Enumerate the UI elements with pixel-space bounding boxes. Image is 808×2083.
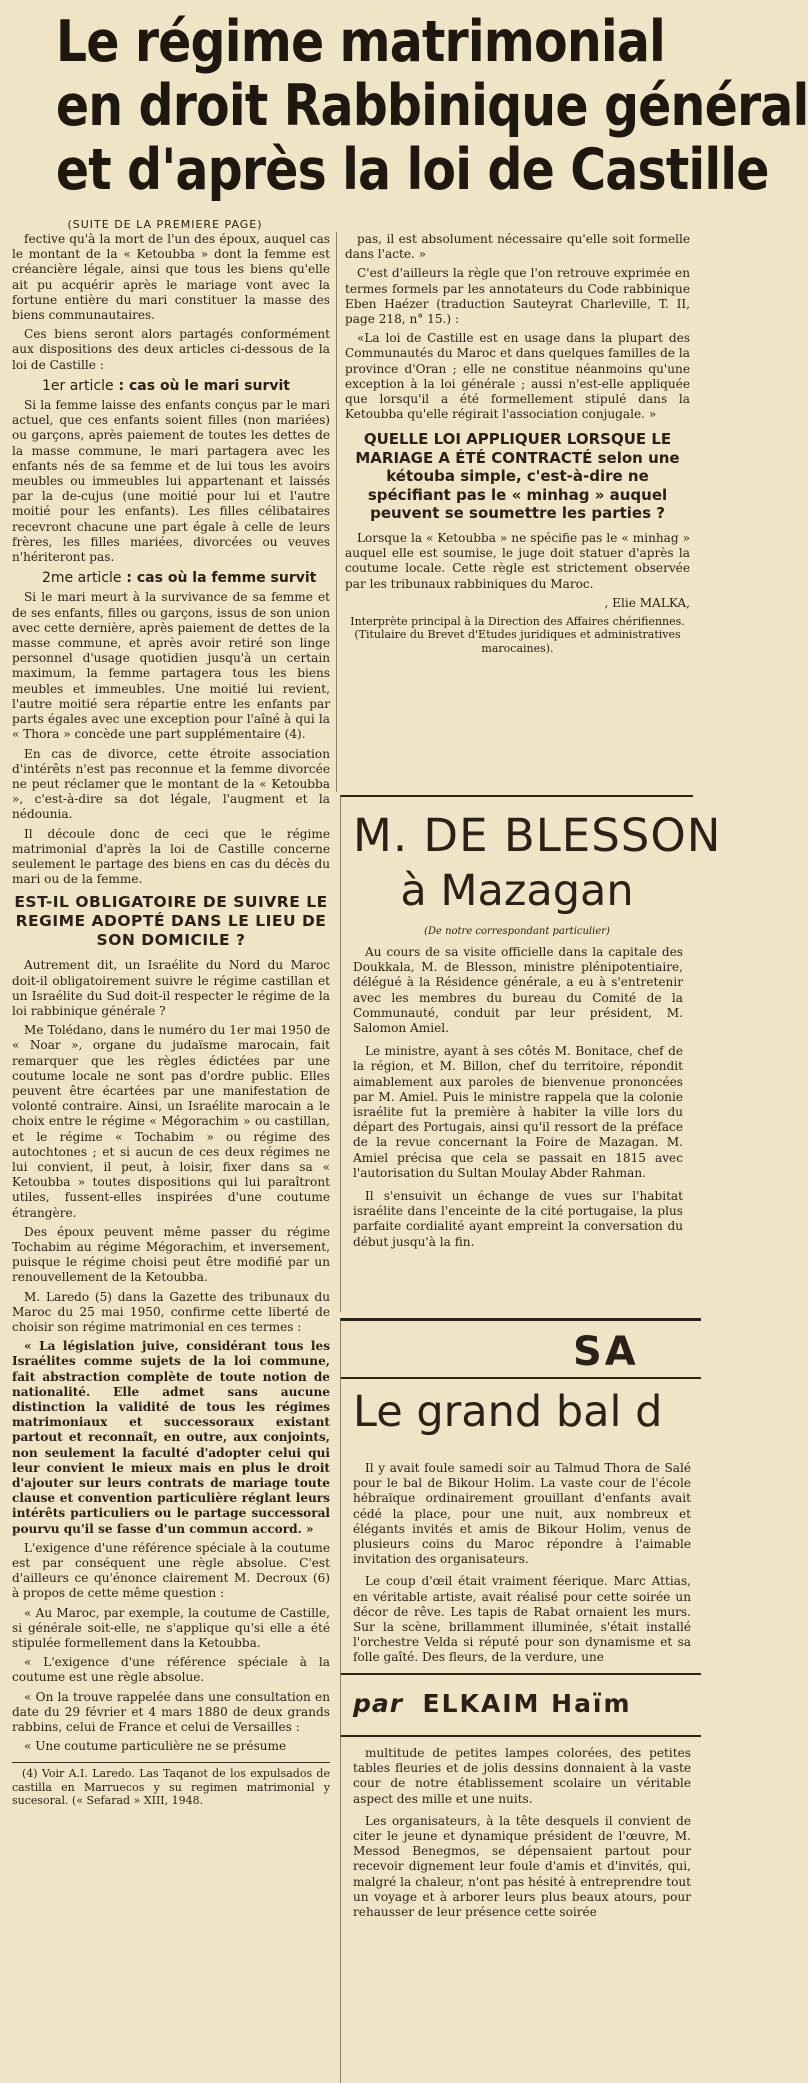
paragraph: Si le mari meurt à la survivance de sa femme et de ses enfants, filles ou garçons, issus de son union avec cette dernière, après paiement de dettes de la masse commune, et après avoir retiré son linge personnel d'usage quotidien jusqu'à un certain maximum, la femme partagera tous les biens meubles et immeubles. Une moitié lui revient, l'autre moitié sera répartie entre les enfants par parts égales avec une exception pour l'aîné à qui la « Thora » concède une part supplémentaire (4). (12, 590, 330, 742)
left-column (12, 232, 330, 1812)
article-2-number: 2me article (42, 570, 122, 587)
byline (353, 1689, 632, 1718)
quote-paragraph: « Une coutume particulière ne se présume (24, 1739, 287, 1754)
paragraph: Autrement dit, un Israélite du Nord du Maroc doit-il obligatoirement suivre le régime castillan et un Israélite du Sud doit-il respecter le régime de la loi rabbinique générale ? (12, 958, 330, 1018)
sale-header-word: SA (573, 1329, 639, 1375)
paragraph: Il y avait foule samedi soir au Talmud Thora de Salé pour le bal de Bikour Holim. La vaste cour de l'école hébraïque ordinairement grouillant d'enfants avait cédé la place, pour une nuit, aux nombreux et élégants invités et amis de Bikour Holim, venus de plusieurs coins du Maroc répondre à l'aimable invitation des organisateurs. (353, 1461, 691, 1567)
paragraph: Le ministre, ayant à ses côtés M. Bonitace, chef de la région, et M. Billon, chef du territoire, répondit aimablement aux paroles de bienvenue prononcées par M. Amiel. Puis le ministre rappela que la colonie israélite fut la première à habiter la ville lors du départ des Portugais, ainsi qu'il ressort de la préface de la revue concernant la Foire de Mazagan. M. Amiel précisa que cela se passait en 1815 avec l'autorisation du Sultan Moulay Abder Rahman. (353, 1044, 683, 1180)
article-title: M. DE BLESSON (353, 809, 722, 862)
section-subheading: EST-IL OBLIGATOIRE DE SUIVRE LE REGIME ADOPTÉ DANS LE LIEU DE SON DOMICILE ? (14, 893, 328, 950)
quote-paragraph: « On la trouve rappelée dans une consultation en date du 29 février et 4 mars 1880 de deux grands rabbins, celui de France et celui de Versailles : (12, 1689, 330, 1735)
paragraph: Me Tolédano, dans le numéro du 1er mai 1950 de « Noar », organe du judaïsme marocain, fait remarquer que les règles édictées par une coutume locale ne sont pas d'ordre public. Elles peuvent être écartées par une manifestation de volonté contraire. Ainsi, un Israélite marocain a le choix entre le régime « Mégorachim » ou castillan, et le régime « Tochabim » ou régime des autochtones ; et si aucun de ces deux régimes ne lui convient, il peut, à loisir, fixer dans sa « Ketoubba » toutes dispositions qui lui paraîtront utiles, fussent-elles inspirées d'une coutume étrangère. (12, 1023, 330, 1220)
article-body (353, 945, 683, 1258)
paragraph: C'est d'ailleurs la règle que l'on retrouve exprimée en termes formels par les annotateurs du Code rabbinique Eben Haézer (traduction Sauteyrat Charleville, T. II, page 218, n° 15.) : (345, 266, 690, 327)
paragraph: Au cours de sa visite officielle dans la capitale des Doukkala, M. de Blesson, ministre plénipotentiaire, délégué à la Résidence générale, a eu à s'entretenir avec les membres du bureau du Comité de la Communauté, conduit par leur président, M. Salomon Amiel. (353, 945, 683, 1036)
blesson-article (340, 795, 722, 1312)
column-divider (336, 232, 337, 792)
paragraph: En cas de divorce, cette étroite association d'intérêts n'est pas reconnue et la femme divorcée ne peut réclamer que le montant de la « Ketoubba », c'est-à-dire sa dot légale, l'augment et la nédounia. (12, 746, 330, 822)
article-body (353, 1461, 691, 1673)
correspondent-note: (De notre correspondant particulier) (424, 926, 610, 937)
article-subtitle: à Mazagan (400, 866, 634, 916)
paragraph: pas, il est absolument nécessaire qu'elle soit formelle dans l'acte. » (345, 232, 690, 262)
paragraph: multitude de petites lampes colorées, des petites tables fleuries et de jolis dessins donnaient à la vaste cour de notre établissement scolaire un véritable aspect des mille et une nuits. (353, 1746, 691, 1806)
article-2-heading (42, 571, 330, 586)
paragraph: M. Laredo (5) dans la Gazette des tribunaux du Maroc du 25 mai 1950, confirme cette liberté de choisir son régime matrimonial en ces termes : (12, 1289, 330, 1334)
section-subheading: QUELLE LOI APPLIQUER LORSQUE LE MARIAGE A ÉTÉ CONTRACTÉ selon une kétouba simple, c'est-à-dire ne spécifiant pas le « minhag » auquel peuvent se soumettre les parties ? (355, 430, 680, 523)
paragraph: Le coup d'œil était vraiment féerique. Marc Attias, en véritable artiste, avait réalisé pour cette soirée un décor de rêve. Les tapis de Rabat ornaient les murs. Sur la scène, brillamment illuminée, s'était installé l'orchestre Velda si réputé pour son dynamisme et sa folle gaîté. Des fleurs, de la verdure, une (353, 1574, 691, 1665)
paragraph: fective qu'à la mort de l'un des époux, auquel cas le montant de la « Ketoubba » dont la femme est créancière légale, ainsi que tous les biens qu'elle ait pu acquérir après le mariage vont avec la fortune entière du mari constituer la masse des biens communautaires. (12, 232, 330, 323)
headline-line-1: Le régime matrimonial (55, 9, 665, 75)
footnote-text: (4) Voir A.I. Laredo. Las Taqanot de los expulsados de castilla en Marruecos y su regimen matrimonial y sucesoral. (« Sefarad » XIII, 1948. (12, 1767, 330, 1808)
article-1-title: : cas où le mari survit (118, 377, 291, 394)
headline-line-3: et d'après la loi de Castille (55, 137, 769, 203)
middle-column (345, 232, 690, 659)
article-1-heading (42, 379, 330, 394)
sale-header-band (341, 1321, 701, 1379)
suite-label: (SUITE DE LA PREMIERE PAGE) (67, 218, 263, 231)
author-signature: , Elie MALKA, (604, 595, 690, 610)
footnote (12, 1762, 330, 1808)
sale-article (340, 1318, 701, 2083)
quote-paragraph: « La législation juive, considérant tous les Israélites comme sujets de la loi commune, fait abstraction complète de toute notion de nationalité. Elle admet sans aucune distinction la validité de tous les régimes matrimoniaux et successoraux existant partout et reconnaît, en outre, aux conjoints, non seulement la faculté d'adopter celui qui leur convient le mieux mais en plus le droit d'ajouter sur leurs contrats de mariage toute clause et convention particulière réglant leurs intérêts particuliers ou le partage successoral pourvu qu'il se fasse d'un commun accord. » (12, 1339, 330, 1536)
paragraph: Il découle donc de ceci que le régime matrimonial d'après la loi de Castille concerne seulement le partage des biens en cas du décès du mari ou de la femme. (12, 826, 330, 887)
main-headline (55, 9, 808, 203)
headline-line-2: en droit Rabbinique général (55, 73, 808, 139)
paragraph: Ces biens seront alors partagés conformément aux dispositions des deux articles ci-dessous de la loi de Castille : (12, 327, 330, 372)
quote-paragraph: «La loi de Castille est en usage dans la plupart des Communautés du Maroc et dans quelques familles de la province d'Oran ; elle ne constitue néanmoins qu'une exception à la loi générale ; aussi n'est-elle appliquée que lorsqu'il a été formellement stipulé dans la Ketoubba qu'elle régirait l'association conjugale. » (345, 331, 690, 422)
article-2-title: : cas où la femme survit (126, 570, 317, 587)
paragraph: Si la femme laisse des enfants conçus par le mari actuel, que ces enfants soient filles (non mariées) ou garçons, après paiement de toutes les dettes de la masse commune, le mari partagera avec les enfants nés de sa femme et de lui tous les avoirs meubles ou immeubles lui appartenant et laissés par la de-cujus (une moitié pour lui et l'autre moitié pour les enfants). Les filles célibataires recevront chacune une part égale à celle de leurs frères, les filles mariées, divorcées ou veuves n'hériteront pas. (12, 398, 330, 565)
paragraph: Des époux peuvent même passer du régime Tochabim au régime Mégorachim, et inversement, puisque le régime choisi peut être modifié par un renouvellement de la Ketoubba. (12, 1224, 330, 1285)
paragraph: Les organisateurs, à la tête desquels il convient de citer le jeune et dynamique président de l'œuvre, M. Messod Benegmos, se dépensaient partout pour recevoir dignement leur foule d'amis et d'invités, qui, malgré la chaleur, n'ont pas hésité à entreprendre tout un voyage et à arborer leurs plus beaux atours, pour rehausser de leur présence cette soirée (353, 1813, 691, 1920)
quote-paragraph: « Au Maroc, par exemple, la coutume de Castille, si générale soit-elle, ne s'applique qu'si elle a été stipulée formellement dans la Ketoubba. (12, 1605, 330, 1651)
article-1-number: 1er article (42, 377, 114, 394)
article-title: Le grand bal d (353, 1387, 663, 1437)
paragraph: L'exigence d'une référence spéciale à la coutume est par conséquent une règle absolue. C'est d'ailleurs ce qu'énonce clairement M. Decroux (6) à propos de cette même question : (12, 1540, 330, 1601)
article-body-continued (353, 1746, 691, 1927)
quote-paragraph: « L'exigence d'une référence spéciale à la coutume est une règle absolue. (12, 1655, 330, 1685)
paragraph: Il s'ensuivit un échange de vues sur l'habitat israélite dans l'enceinte de la cité portugaise, la plus parfaite cordialité ayant empreint la conversation du début jusqu'à la fin. (353, 1189, 683, 1249)
byline-name: ELKAIM Haïm (422, 1689, 632, 1718)
byline-par: par (353, 1689, 404, 1718)
author-title: Interprète principal à la Direction des Affaires chérifiennes. (Titulaire du Brevet d'Etudes juridiques et administratives marocaines). (350, 614, 685, 655)
byline-box (341, 1673, 701, 1737)
paragraph: Lorsque la « Ketoubba » ne spécifie pas le « minhag » auquel elle est soumise, le juge doit statuer d'après la coutume locale. Cette règle est strictement observée par les tribunaux rabbiniques du Maroc. (345, 530, 690, 591)
